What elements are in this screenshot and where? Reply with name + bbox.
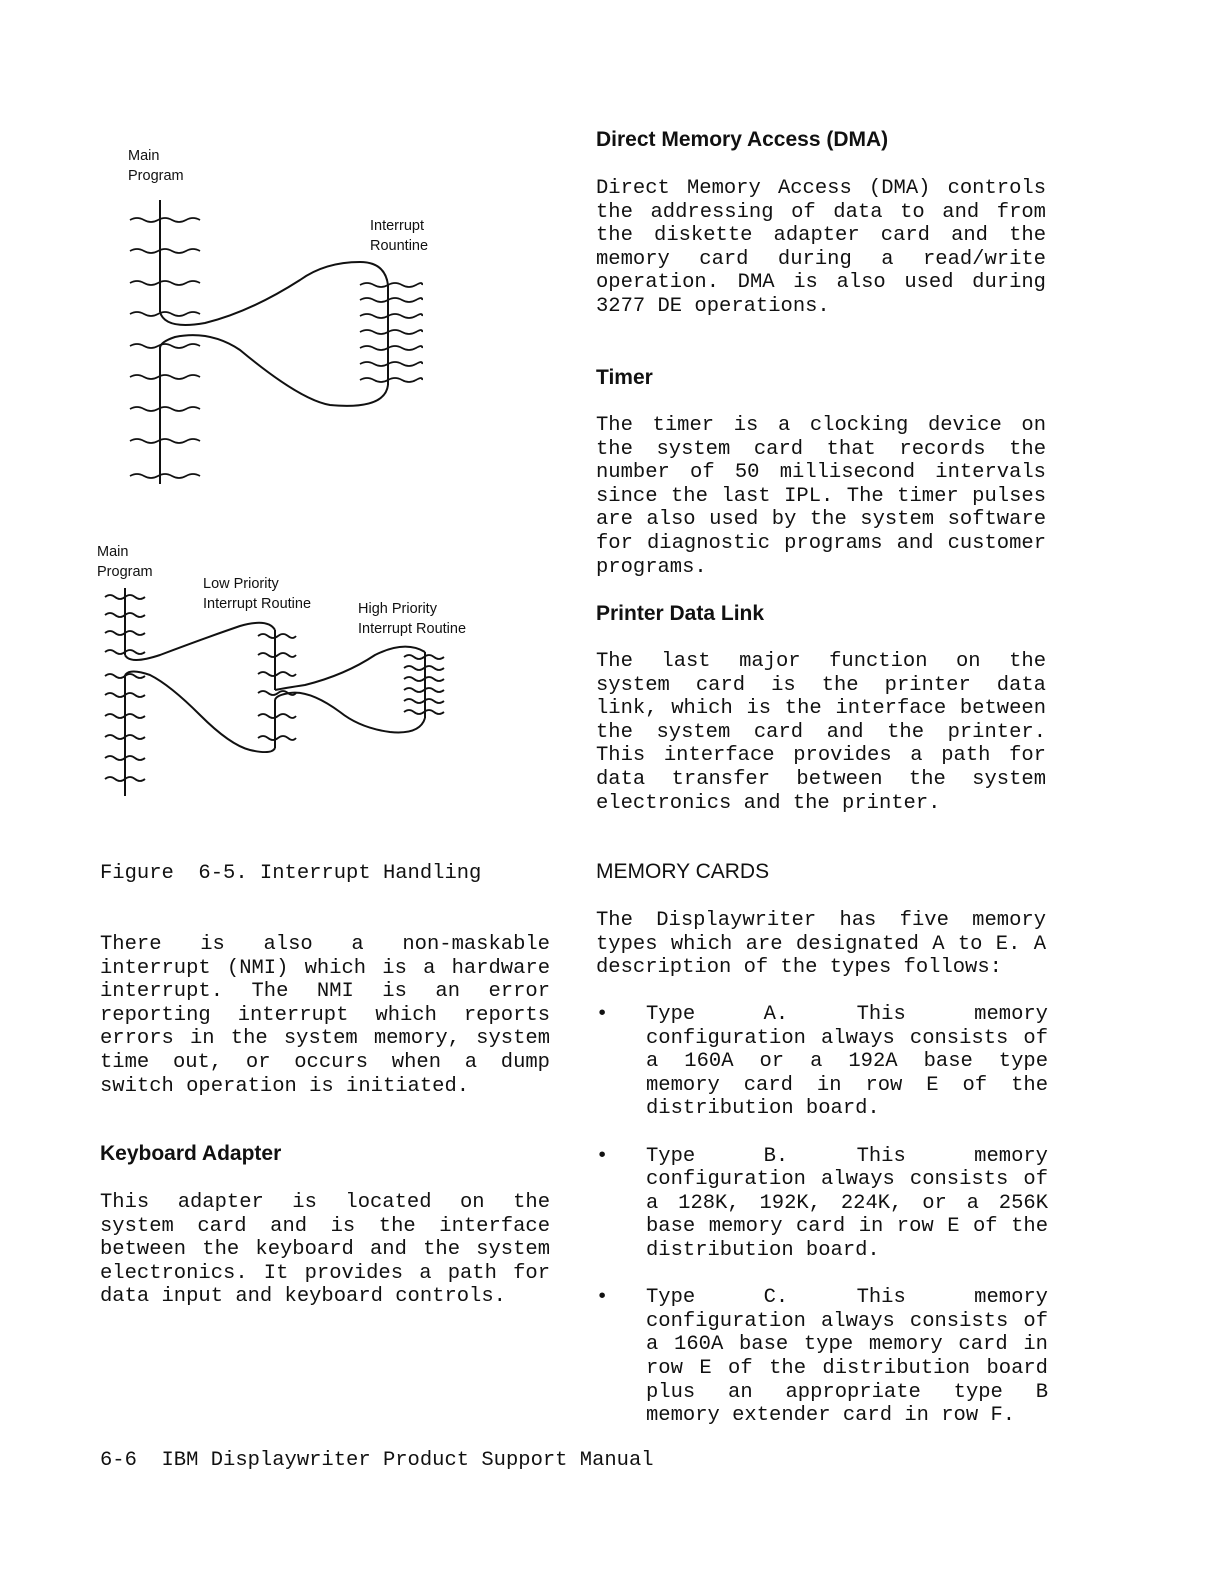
low-priority-return-curve [125, 672, 275, 753]
list-item [596, 1003, 1048, 1121]
dma-body: Direct Memory Access (DMA) controls the addressing of data to and from the diskette adapter card and the memory card during a read/write operation. DMA is also used during 3277 DE operations. [596, 177, 1046, 318]
diagram2-main-label: Main Program [97, 544, 153, 580]
timer-heading: Timer [596, 366, 653, 389]
keyboard-adapter-body: This adapter is located on the system card and is the interface between the keyboard and the system electronics. It provides a path for data input and keyboard controls. [100, 1191, 550, 1309]
memory-type-c: Type C. This memory configuration always consists of a 160A base type memory card in row E of the distribution board plus an appropriate type B memory extender card in row F. [646, 1286, 1048, 1428]
figure-caption: Figure 6-5. Interrupt Handling [100, 862, 482, 885]
memory-cards-intro: The Displaywriter has five memory types which are designated A to E. A description of the types follows: [596, 909, 1046, 980]
printer-data-link-body: The last major function on the system card is the printer data link, which is the interface between the system card and the printer. This interface provides a path for data transfer between the system electronics and the printer. [596, 650, 1046, 815]
memory-cards-heading: MEMORY CARDS [596, 860, 770, 883]
nmi-paragraph: There is also a non-maskable interrupt (NMI) which is a hardware interrupt. The NMI is an error reporting interrupt which reports errors in the system memory, system time out, or occurs when a dump switch operation is initiated. [100, 933, 550, 1098]
keyboard-adapter-heading: Keyboard Adapter [100, 1142, 282, 1165]
interrupt-diagram-2 [0, 0, 600, 820]
memory-type-b: Type B. This memory configuration always consists of a 128K, 192K, 224K, or a 256K base memory card in row E of the distribution board. [646, 1144, 1048, 1262]
bullet-marker: • [596, 1286, 609, 1310]
printer-data-link-heading: Printer Data Link [596, 602, 765, 625]
bullet-marker: • [596, 1003, 609, 1026]
dma-heading: Direct Memory Access (DMA) [596, 128, 889, 151]
diagram1-interrupt-label: Interrupt Rountine [370, 218, 429, 254]
low-priority-branch-curve [125, 623, 275, 660]
list-item [596, 1286, 1048, 1428]
timer-body: The timer is a clocking device on the system card that records the number of 50 millisecond intervals since the last IPL. The timer pulses are also used by the system software for diagnostic programs and customer programs. [596, 414, 1046, 579]
high-priority-return-curve [275, 693, 425, 733]
high-priority-branch-curve [275, 647, 425, 690]
memory-type-list [596, 1003, 1048, 1428]
memory-type-a: Type A. This memory configuration always consists of a 160A or a 192A base type memory card in row E of the distribution board. [646, 1003, 1048, 1121]
page-footer: 6-6 IBM Displaywriter Product Support Manual [100, 1449, 654, 1472]
diagram1-main-label: Main Program [128, 148, 184, 184]
diagram2-low-priority-label: Low Priority Interrupt Routine [203, 576, 312, 612]
diagram2-high-priority-label: High Priority Interrupt Routine [358, 601, 467, 637]
list-item [596, 1145, 1048, 1263]
bullet-marker: • [596, 1144, 609, 1168]
